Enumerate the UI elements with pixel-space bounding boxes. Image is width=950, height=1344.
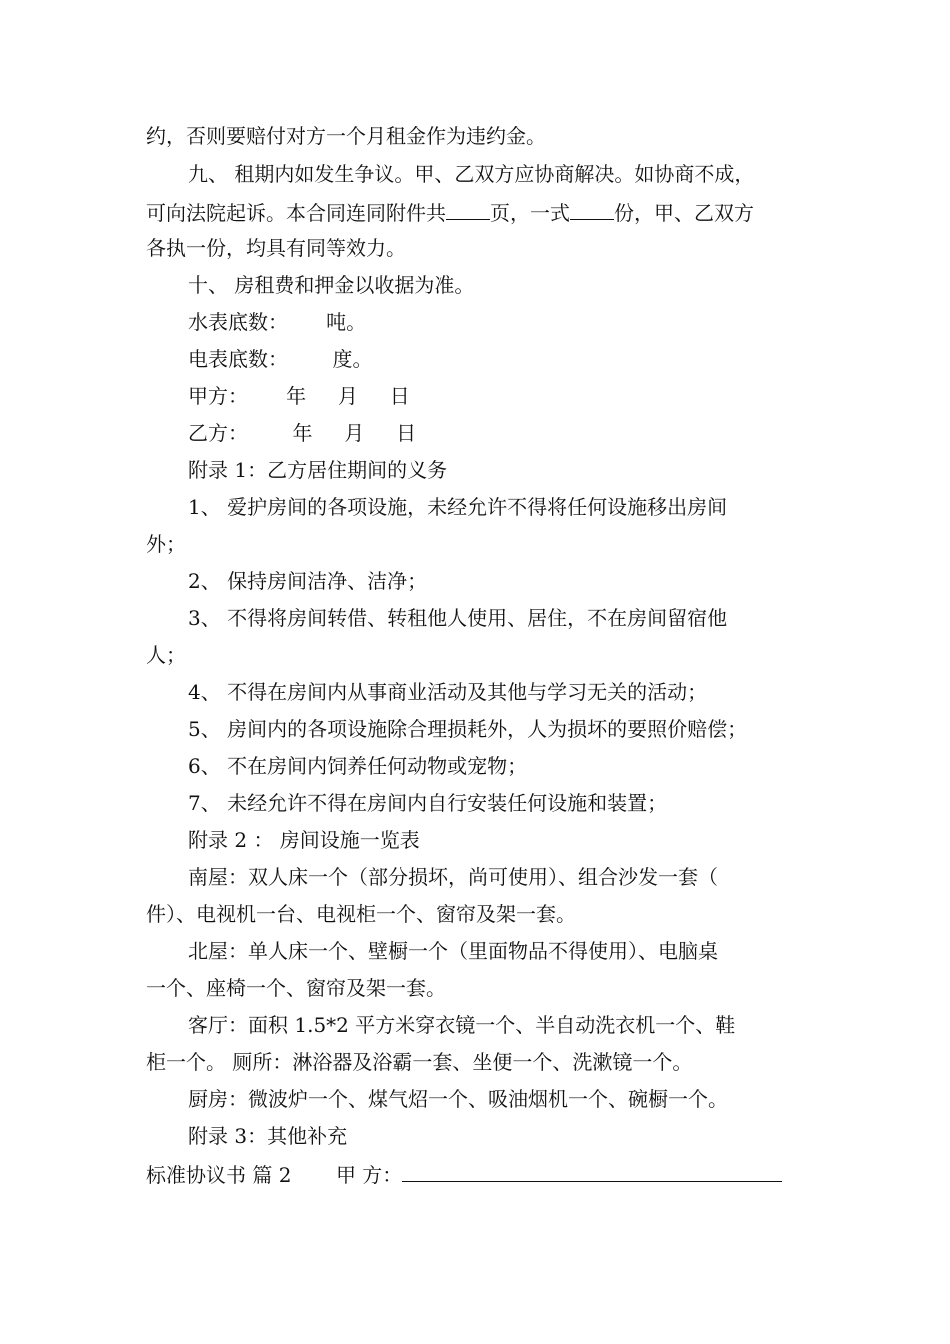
party-a-signature-blank (402, 1161, 782, 1182)
party-b-date-line: 乙方： 年 月 日 (188, 421, 417, 445)
paragraph-line: 外； (146, 532, 186, 556)
paragraph-line: 一个、座椅一个、窗帘及架一套。 (146, 976, 446, 1000)
paragraph-line: 各执一份，均具有同等效力。 (146, 236, 406, 260)
duty-item-4: 4、 不得在房间内从事商业活动及其他与学习无关的活动； (188, 680, 708, 704)
clause-9: 九、 租期内如发生争议。甲、乙双方应协商解决。如协商不成， (188, 162, 755, 186)
appendix-3-heading: 附录 3：其他补充 (188, 1124, 348, 1148)
pages-blank (446, 199, 490, 220)
paragraph-line: 件）、电视机一台、电视柜一个、窗帘及架一套。 (146, 902, 576, 926)
duty-item-5: 5、 房间内的各项设施除合理损耗外，人为损坏的要照价赔偿； (188, 717, 748, 741)
paragraph-line (146, 199, 816, 225)
paragraph-line: 约，否则要赔付对方一个月租金作为违约金。 (146, 124, 546, 148)
duty-item-3: 3、 不得将房间转借、转租他人使用、居住，不在房间留宿他 (188, 606, 728, 630)
north-room-line: 北屋：单人床一个、壁橱一个（里面物品不得使用）、电脑桌 (188, 939, 718, 963)
kitchen-line: 厨房：微波炉一个、煤气炤一个、吸油烟机一个、碗橱一个。 (188, 1087, 728, 1111)
copies-blank (570, 199, 614, 220)
living-room-line: 客厅：面积 1.5*2 平方米穿衣镜一个、半自动洗衣机一个、鞋 (188, 1013, 736, 1037)
appendix-1-heading: 附录 1：乙方居住期间的义务 (188, 458, 448, 482)
south-room-line: 南屋：双人床一个（部分损坏，尚可使用）、组合沙发一套（ (188, 865, 718, 889)
clause-10: 十、 房租费和押金以收据为准。 (188, 273, 475, 297)
party-a-date-line: 甲方： 年 月 日 (188, 384, 410, 408)
paragraph-line: 人； (146, 643, 186, 667)
water-meter-line: 水表底数： 吨。 (188, 310, 367, 334)
text-segment: 页，一式 (490, 201, 570, 225)
text-segment: 可向法院起诉。本合同连同附件共 (146, 201, 446, 225)
appendix-2-heading: 附录 2 ： 房间设施一览表 (188, 828, 420, 852)
agreement-2-heading (146, 1161, 816, 1187)
duty-item-1: 1、 爱护房间的各项设施，未经允许不得将任何设施移出房间 (188, 495, 728, 519)
duty-item-6: 6、 不在房间内饲养任何动物或宠物； (188, 754, 528, 778)
electric-meter-line: 电表底数： 度。 (188, 347, 373, 371)
duty-item-2: 2、 保持房间洁净、洁净； (188, 569, 428, 593)
duty-item-7: 7、 未经允许不得在房间内自行安装任何设施和装置； (188, 791, 668, 815)
text-segment: 标准协议书 篇 2 甲 方： (146, 1163, 403, 1187)
text-segment: 份，甲、乙双方 (614, 201, 754, 225)
paragraph-line: 柜一个。 厕所：淋浴器及浴霸一套、坐便一个、洗漱镜一个。 (146, 1050, 693, 1074)
